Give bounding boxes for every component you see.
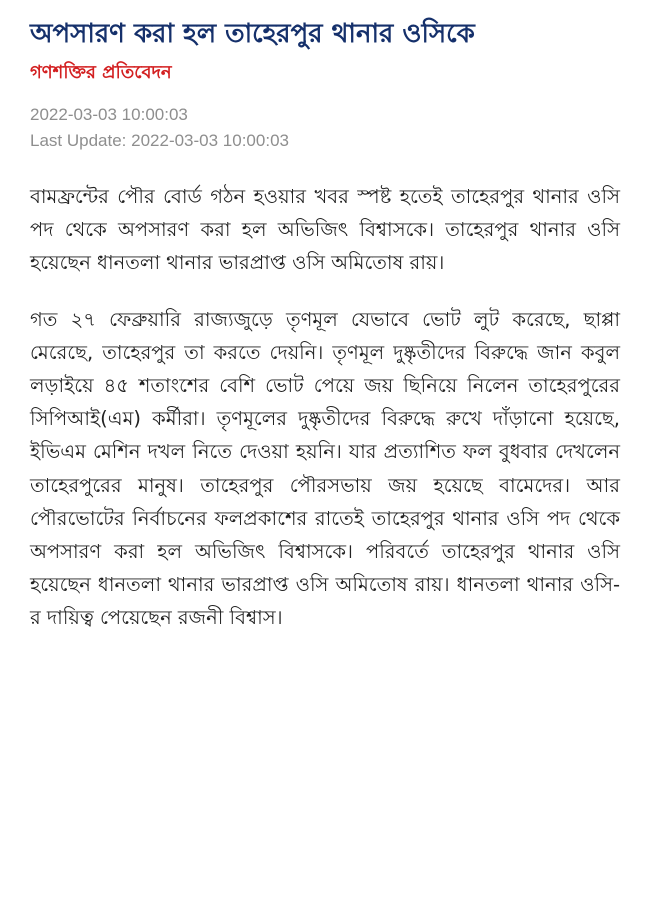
article-meta [30, 102, 620, 154]
last-update-date: Last Update: 2022-03-03 10:00:03 [30, 131, 289, 150]
article-body [30, 180, 620, 635]
article-paragraph: বামফ্রন্টের পৌর বোর্ড গঠন হওয়ার খবর স্পষ্ট হতেই তাহেরপুর থানার ওসি পদ থেকে অপসারণ করা হল অভিজিৎ বিশ্বাসকে। তাহেরপুর থানার ওসি হয়েছেন ধানতলা থানার ভারপ্রাপ্ত ওসি অমিতোষ রায়। [30, 185, 620, 275]
published-date: 2022-03-03 10:00:03 [30, 105, 188, 124]
article-headline: অপসারণ করা হল তাহেরপুর থানার ওসিকে [30, 19, 475, 49]
article [30, 14, 620, 635]
article-byline[interactable]: গণশক্তির প্রতিবেদন [30, 62, 172, 83]
article-paragraph: গত ২৭ ফেব্রুয়ারি রাজ্যজুড়ে তৃণমূল যেভাবে ভোট লুট করেছে, ছাপ্পা মেরেছে, তাহেরপুর তা করতে দেয়নি। তৃণমূল দুষ্কৃতীদের বিরুদ্ধে জান কবুল লড়াইয়ে ৪৫ শতাংশের বেশি ভোট পেয়ে জয় ছিনিয়ে নিলেন তাহেরপুরের সিপিআই(এম) কর্মীরা। তৃণমূলের দুষ্কৃতীদের বিরুদ্ধে রুখে দাঁড়ানো হয়েছে, ইভিএম মেশিন দখল নিতে দেওয়া হয়নি। যার প্রত্যাশিত ফল বুধবার দেখলেন তাহেরপুরের মানুষ। তাহেরপুর পৌরসভায় জয় হয়েছে বামেদের। আর পৌরভোটের নির্বাচনের ফলপ্রকাশের রাতেই তাহেরপুর থানার ওসি পদ থেকে অপসারণ করা হল অভিজিৎ বিশ্বাসকে। পরিবর্তে তাহেরপুর থানার ওসি হয়েছেন ধানতলা থানার ভারপ্রাপ্ত ওসি অমিতোষ রায়। ধানতলা থানার ওসি-র দায়িত্ব পেয়েছেন রজনী বিশ্বাস। [30, 307, 620, 630]
